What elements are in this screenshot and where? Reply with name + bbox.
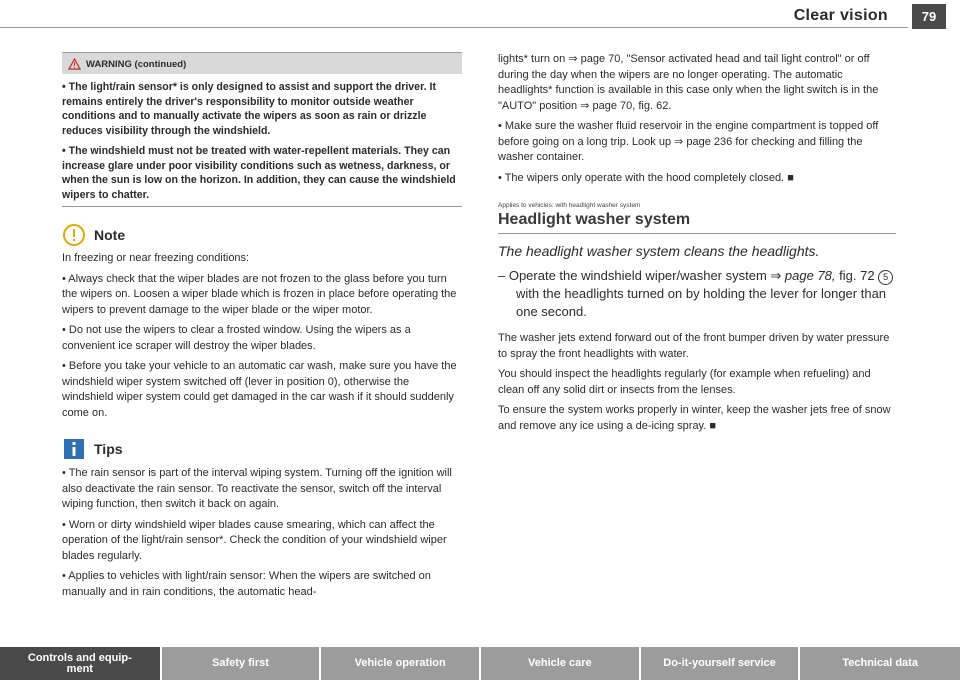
tips-heading [62,437,462,461]
body-paragraph: The washer jets extend forward out of the front bumper driven by water pressure to spray the front headlights with water. [498,332,890,360]
page-reference-link[interactable]: page 78, [784,268,836,283]
tab-vehicle-operation[interactable]: Vehicle operation [321,647,479,680]
applies-to-note: Applies to vehicles: with headlight washer system [498,202,641,209]
note-paragraph: • Before you take your vehicle to an automatic car wash, make sure you have the windshield wiper system switched off (lever in position 0), otherwise the windshield wiper system could get damaged in the car wash if it should suddenly come on. [62,360,457,419]
intro-text: The headlight washer system cleans the headlights. [498,243,820,259]
tab-vehicle-care[interactable]: Vehicle care [481,647,639,680]
procedure-step [498,267,896,321]
tab-controls[interactable]: Controls and equip- ment [0,647,160,680]
info-icon [62,437,86,461]
step-text: fig. 72 [835,268,879,283]
callout-number: 5 [878,270,893,285]
body-paragraph: You should inspect the headlights regularly (for example when refueling) and clean off any solid dirt or insects from the lenses. [498,368,871,396]
footer-nav [0,647,960,680]
continuation-paragraph: lights* turn on ⇒ page 70, "Sensor activated head and tail light control" or off during the day when the wipers are no longer operating. The automatic headlights* function is available in this case only when the light switch is in the "AUTO" position ⇒ page 70, fig. 62. [498,53,879,112]
note-paragraph: • Always check that the wiper blades are not frozen to the glass before you turn the wipers on. Loosen a wiper blade which is frozen in place before operating the wipers to prevent damage to the wiper blade or the wiper motor. [62,272,457,316]
step-text: with the headlights turned on by holding the lever for longer than one second. [516,286,887,319]
warning-triangle-icon [68,58,81,70]
right-column [498,52,896,434]
header-rule [0,27,908,28]
page-number: 79 [912,4,946,29]
warning-box [62,52,462,207]
continuation-paragraph: • The wipers only operate with the hood completely closed. ■ [498,171,794,184]
tips-paragraph: • Worn or dirty windshield wiper blades cause smearing, which can affect the operation of the light/rain sensor*. Check the condition of your windshield wiper blades regularly. [62,518,447,562]
note-paragraph: • Do not use the wipers to clear a frosted window. Using the wipers as a convenient ice scraper will destroy the wiper blades. [62,324,411,352]
tips-title: Tips [94,441,123,457]
left-column [62,52,462,600]
warning-paragraph: • The windshield must not be treated with water-repellent materials. They can increase glare under poor visibility conditions such as wetness, darkness, or when the sun is low on the horizon. In addition, they can cause the windshield wipers to chatter. [62,145,456,201]
note-exclamation-icon [62,223,86,247]
warning-paragraph: • The light/rain sensor* is only designed to assist and support the driver. It remains entirely the driver's responsibility to monitor outside weather conditions and to manually activate the wipers as soon as rain or drizzle reduces visibility through the windshield. [62,81,436,137]
body-paragraph: To ensure the system works properly in winter, keep the washer jets free of snow and remove any ice using a de-icing spray. ■ [498,404,891,432]
note-title: Note [94,227,126,243]
tips-paragraph: • Applies to vehicles with light/rain sensor: When the wipers are switched on manually and in rain conditions, the automatic head- [62,570,431,598]
tab-safety[interactable]: Safety first [162,647,320,680]
subheading: Headlight washer system [498,211,896,234]
tips-paragraph: • The rain sensor is part of the interval wiping system. Turning off the ignition will also deactivate the rain sensor. To reactivate the sensor, switch off the interval wiping function, then switch it back on again. [62,467,452,510]
note-paragraph: In freezing or near freezing conditions: [62,252,250,264]
continuation-paragraph: • Make sure the washer fluid reservoir in the engine compartment is topped off before going on a long trip. Look up ⇒ page 236 for checking and filling the washer container. [498,120,879,163]
tab-diy-service[interactable]: Do-it-yourself service [641,647,799,680]
section-title: Clear vision [793,7,888,24]
note-heading [62,223,462,247]
tab-technical-data[interactable]: Technical data [800,647,960,680]
warning-header [62,53,462,74]
warning-title: WARNING (continued) [86,58,187,70]
step-text: – Operate the windshield wiper/washer system ⇒ [498,268,785,283]
